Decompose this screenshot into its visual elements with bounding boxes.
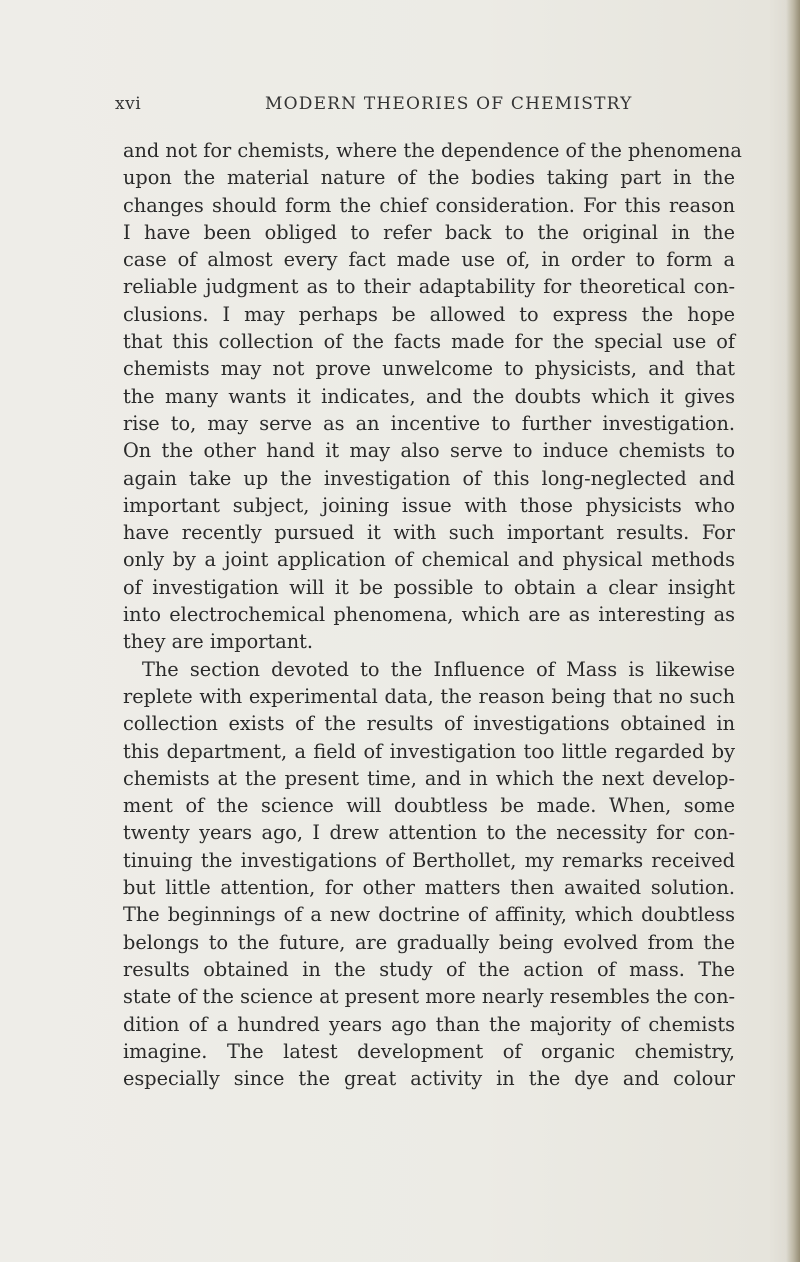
text-line: imagine. The latest development of organic chemistry, xyxy=(123,1039,735,1063)
text-line: twenty years ago, I drew attention to the necessity for con- xyxy=(123,821,735,845)
text-line: clusions. I may perhaps be allowed to express the hope xyxy=(123,302,735,326)
text-line: have recently pursued it with such important results. For xyxy=(123,521,735,545)
text-line: dition of a hundred years ago than the majority of chemists xyxy=(123,1012,735,1036)
paragraph-start-line: The section devoted to the Influence of Mass is likewise xyxy=(142,657,735,681)
text-line: tinuing the investigations of Berthollet, my remarks received xyxy=(123,848,735,872)
text-line: belongs to the future, are gradually being evolved from the xyxy=(123,930,735,954)
text-line: ment of the science will doubtless be made. When, some xyxy=(123,794,735,818)
text-line: but little attention, for other matters then awaited solution. xyxy=(123,876,735,900)
text-line: reliable judgment as to their adaptability for theoretical con- xyxy=(123,275,735,299)
text-line: state of the science at present more nearly resembles the con- xyxy=(123,985,735,1009)
text-line: case of almost every fact made use of, in order to form a xyxy=(123,248,735,272)
text-line: replete with experimental data, the reason being that no such xyxy=(123,684,735,708)
text-line: changes should form the chief consideration. For this reason xyxy=(123,193,735,217)
text-line: collection exists of the results of investigations obtained in xyxy=(123,712,735,736)
text-line: only by a joint application of chemical and physical methods xyxy=(123,548,735,572)
page-number: xvi xyxy=(115,94,142,114)
text-line: that this collection of the facts made for the special use of xyxy=(123,330,735,354)
text-line: chemists may not prove unwelcome to physicists, and that xyxy=(123,357,735,381)
paragraph-end-line: they are important. xyxy=(123,630,314,654)
text-line: especially since the great activity in the dye and colour xyxy=(123,1067,735,1091)
text-line: upon the material nature of the bodies taking part in the xyxy=(123,166,735,190)
text-line: and not for chemists, where the dependence of the phenomena xyxy=(123,139,742,162)
text-line: important subject, joining issue with those physicists who xyxy=(123,493,735,517)
text-line: again take up the investigation of this long-neglected and xyxy=(123,466,735,490)
text-line: rise to, may serve as an incentive to further investigation. xyxy=(123,411,735,435)
text-line: of investigation will it be possible to obtain a clear insight xyxy=(123,575,735,599)
text-line: the many wants it indicates, and the doubts which it gives xyxy=(123,384,735,408)
text-line: I have been obliged to refer back to the original in the xyxy=(123,220,735,244)
page-edge-shadow xyxy=(786,0,800,1262)
text-line: this department, a field of investigation too little regarded by xyxy=(123,739,735,763)
running-title: MODERN THEORIES OF CHEMISTRY xyxy=(265,94,633,114)
running-header xyxy=(115,94,715,118)
text-line: On the other hand it may also serve to induce chemists to xyxy=(123,439,735,463)
text-line: into electrochemical phenomena, which are as interesting as xyxy=(123,603,735,627)
text-line: chemists at the present time, and in which the next develop- xyxy=(123,766,735,790)
body-text xyxy=(123,137,742,1092)
text-line: The beginnings of a new doctrine of affinity, which doubtless xyxy=(123,903,735,927)
text-line: results obtained in the study of the action of mass. The xyxy=(123,957,735,981)
